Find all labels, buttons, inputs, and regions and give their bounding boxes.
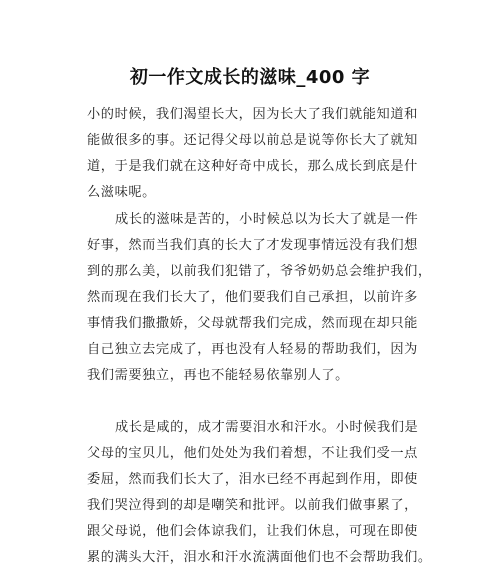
- paragraph-3-line-1: 成长是咸的，成才需要泪水和汗水。小时候我们是: [115, 420, 419, 435]
- paragraph-3-line-6: 累的满头大汗，泪水和汗水流满面他们也不会帮助我们。: [87, 550, 432, 565]
- paragraph-1-line-4: 么滋味呢。: [87, 185, 156, 200]
- paragraph-2-line-7: 我们需要独立，再也不能轻易依靠别人了。: [87, 368, 349, 383]
- paragraph-2-line-6: 自己独立去完成了，再也没有人轻易的帮助我们，因为: [87, 342, 418, 357]
- paragraph-1-line-2: 能做很多的事。还记得父母以前总是说等你长大了就知: [87, 133, 418, 148]
- paragraph-3-line-3: 委屈，然而我们长大了，泪水已经不再起到作用，即使: [87, 472, 418, 487]
- paragraph-1-line-3: 道，于是我们就在这种好奇中成长，那么成长到底是什: [87, 159, 418, 174]
- paragraph-2-line-3: 到的那么美，以前我们犯错了，爷爷奶奶总会维护我们，: [87, 264, 432, 279]
- paragraph-3-line-5: 跟父母说，他们会体谅我们，让我们休息，可现在即使: [87, 524, 418, 539]
- paragraph-2-line-2: 好事，然而当我们真的长大了才发现事情远没有我们想: [87, 238, 418, 253]
- paragraph-1-line-1: 小的时候，我们渴望长大，因为长大了我们就能知道和: [87, 107, 418, 122]
- paragraph-2-line-4: 然而现在我们长大了，他们要我们自己承担，以前许多: [87, 290, 418, 305]
- paragraph-3-line-4: 我们哭泣得到的却是嘲笑和批评。以前我们做事累了，: [87, 498, 418, 513]
- article-title: 初一作文成长的滋味_400 字: [129, 67, 371, 88]
- paragraph-2-line-5: 事情我们撒撒娇，父母就帮我们完成，然而现在却只能: [87, 316, 418, 331]
- paragraph-3-line-2: 父母的宝贝儿，他们处处为我们着想，不让我们受一点: [87, 446, 418, 461]
- paragraph-2-line-1: 成长的滋味是苦的，小时候总以为长大了就是一件: [115, 212, 419, 227]
